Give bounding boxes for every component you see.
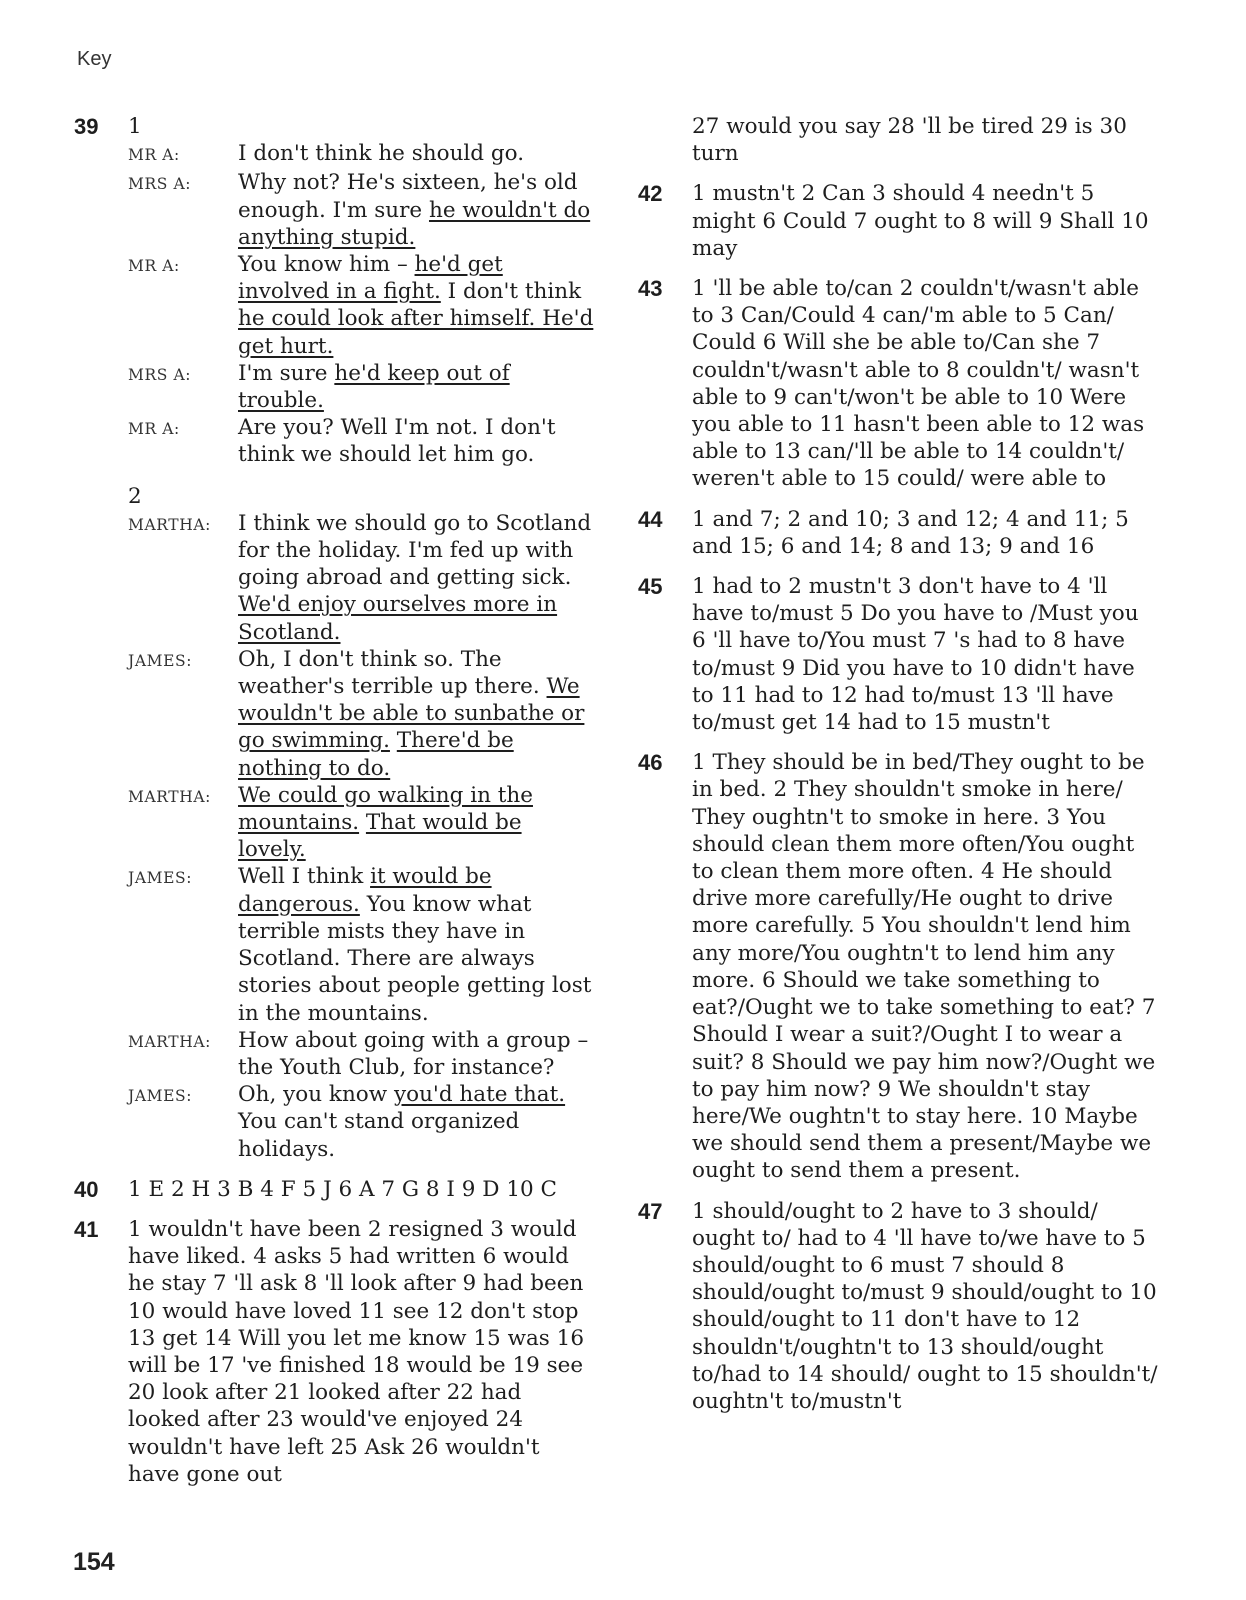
speaker-label: MRS A:: [128, 175, 192, 194]
speech-text: [238, 1027, 594, 1081]
speech-segment: How about going with a group – the Youth Club, for instance?: [238, 1027, 589, 1080]
speech-text: [238, 360, 594, 414]
speech-segment: You know what terrible mists they have in Scotland. There are always stories about people getting lost in the mountains.: [238, 891, 592, 1026]
dialogue-2-number: 2: [128, 483, 142, 509]
exercise-number: 42: [638, 181, 663, 207]
dialogue-line: [128, 782, 594, 864]
underlined-phrase: it would be dangerous.: [238, 864, 492, 917]
answers-text: 1 They should be in bed/They ought to be in bed. 2 They shouldn't smoke in here/ They oughtn't to smoke in here. 3 You should clean them more often/You ought to clean them more often. 4 He should drive more carefully/He ought to drive more carefully. 5 You shouldn't lend him any more/You oughtn't to lend him any more. 6 Should we take something to eat?/Ought we to take something to eat? 7 Should I wear a suit?/Ought I to wear a suit? 8 Should we pay him now?/Ought we to pay him now? 9 We shouldn't stay here/We oughtn't to stay here. 10 Maybe we should send them a present/Maybe we ought to send them a present.: [692, 750, 1156, 1184]
answers-text: 1 had to 2 mustn't 3 don't have to 4 'll have to/must 5 Do you have to /Must you 6 'll have to/You must 7 's had to 8 have to/must 9 Did you have to 10 didn't have to 11 had to 12 had to/must 13 'll have to/must get 14 had to 15 mustn't: [692, 574, 1139, 736]
speaker-label: MRS A:: [128, 365, 192, 384]
dialogue-1: [128, 140, 594, 468]
exercise-41: [74, 1216, 594, 1488]
speech-segment: Are you? Well I'm not. I don't think we should let him go.: [238, 415, 556, 468]
exercise-number: 45: [638, 574, 663, 600]
speech-segment: Why not? He's sixteen, he's old enough. I'm sure: [238, 170, 578, 223]
exercise-number: 44: [638, 506, 663, 532]
speech-text: [238, 782, 594, 864]
speech-text: [238, 140, 594, 169]
underlined-phrase: you'd hate that.: [393, 1082, 566, 1108]
exercise-number: 47: [638, 1198, 663, 1224]
dialogue-line: [128, 140, 594, 169]
dialogue-line: [128, 510, 594, 646]
speech-text: [238, 863, 594, 1026]
speech-segment: You know him –: [238, 252, 415, 278]
underlined-phrase: he'd keep out of trouble.: [238, 360, 510, 414]
speech-text: [238, 1081, 594, 1163]
underlined-phrase: We could go walking in the mountains.: [238, 782, 533, 836]
exercise-41-continued: [638, 113, 1158, 167]
speech-segment: [359, 810, 366, 835]
underlined-phrase: That would be lovely.: [238, 810, 522, 863]
speech-segment: Oh, you know: [238, 1082, 394, 1108]
speech-segment: I think we should go to Scotland for the holiday. I'm fed up with going abroad and getting sick.: [238, 510, 592, 591]
speech-text: [238, 251, 594, 360]
exercise-42: [638, 180, 1158, 262]
left-column: [74, 113, 594, 1488]
underlined-phrase: he wouldn't do anything stupid.: [238, 197, 591, 250]
speech-text: [238, 646, 594, 782]
speech-segment: I'm sure: [238, 360, 335, 386]
dialogue-2: [128, 510, 594, 1163]
exercise-47: [638, 1198, 1158, 1416]
exercise-number: 46: [638, 750, 663, 776]
dialogue-1-number: 1: [128, 114, 142, 139]
speech-text: [238, 414, 594, 468]
right-column: [638, 113, 1158, 1415]
answers-text: 1 wouldn't have been 2 resigned 3 would have liked. 4 asks 5 had written 6 would he stay 7 'll ask 8 'll look after 9 had been 10 would have loved 11 see 12 don't stop 13 get 14 Will you let me know 15 was 16 will be 17 've finished 18 would be 19 see 20 look after 21 looked after 22 had looked after 23 would've enjoyed 24 wouldn't have left 25 Ask 26 wouldn't have gone out: [128, 1216, 585, 1487]
page-number: 154: [73, 1548, 115, 1576]
dialogue-line: [128, 1027, 594, 1081]
answers-text: 1 and 7; 2 and 10; 3 and 12; 4 and 11; 5 and 15; 6 and 14; 8 and 13; 9 and 16: [692, 506, 1129, 559]
answers-text: 27 would you say 28 'll be tired 29 is 30 turn: [692, 114, 1127, 167]
speech-segment: I don't think: [440, 279, 582, 305]
underlined-phrase: he could look after himself. He'd get hurt.: [238, 306, 594, 359]
exercise-number: 39: [74, 114, 99, 139]
underlined-phrase: We wouldn't be able to sunbathe or go swimming.: [238, 674, 585, 754]
dialogue-line: [128, 1081, 594, 1163]
answers-text: 1 should/ought to 2 have to 3 should/ ought to/ had to 4 'll have to/we have to 5 should/ought to 6 must 7 should 8 should/ought to/must 9 should/ought to 10 should/ought to 11 don't have to 12 shouldn't/oughtn't to 13 should/ought to/had to 14 should/ ought to 15 shouldn't/ oughtn't to/mustn't: [692, 1198, 1158, 1414]
exercise-40: [74, 1176, 594, 1203]
exercise-number: 43: [638, 276, 663, 302]
underlined-phrase: We'd enjoy ourselves more in Scotland.: [238, 592, 558, 645]
dialogue-line: [128, 360, 594, 414]
speaker-label: JAMES:: [128, 1087, 193, 1106]
speaker-label: JAMES:: [128, 869, 193, 888]
speaker-label: MARTHA:: [128, 787, 211, 806]
underlined-phrase: he'd get involved in a fight.: [238, 252, 503, 305]
running-header: Key: [77, 48, 112, 70]
exercise-number: 40: [74, 1176, 99, 1202]
exercise-number: 41: [74, 1216, 99, 1242]
speech-segment: Well I think: [238, 864, 371, 890]
speech-segment: I don't think he should go.: [238, 141, 525, 167]
dialogue-line: [128, 169, 594, 251]
speech-segment: Oh, I don't think so. The weather's terrible up there.: [238, 646, 547, 700]
speaker-label: MARTHA:: [128, 1032, 211, 1051]
dialogue-line: [128, 414, 594, 468]
answers-text: 1 E 2 H 3 B 4 F 5 J 6 A 7 G 8 I 9 D 10 C: [128, 1176, 557, 1202]
speaker-label: MR A:: [128, 420, 180, 439]
speech-segment: You can't stand organized holidays.: [238, 1109, 520, 1162]
dialogue-line: [128, 646, 594, 782]
exercise-43: [638, 275, 1158, 493]
exercise-44: [638, 506, 1158, 560]
dialogue-line: [128, 863, 594, 1026]
speech-text: [238, 510, 594, 646]
answers-text: 1 'll be able to/can 2 couldn't/wasn't able to 3 Can/Could 4 can/'m able to 5 Can/ Could 6 Will she be able to/Can she 7 couldn't/wasn't able to 8 couldn't/ wasn't able to 9 can't/won't be able to 10 Were you able to 11 hasn't been able to 12 was able to 13 can/'ll be able to 14 couldn't/ weren't able to 15 could/ were able to: [692, 276, 1145, 492]
speaker-label: JAMES:: [128, 651, 193, 670]
exercise-46: [638, 749, 1158, 1184]
underlined-phrase: There'd be nothing to do.: [238, 728, 514, 781]
answers-text: 1 mustn't 2 Can 3 should 4 needn't 5 might 6 Could 7 ought to 8 will 9 Shall 10 may: [692, 181, 1149, 261]
exercise-39: [74, 113, 594, 1163]
speaker-label: MR A:: [128, 146, 180, 165]
dialogue-line: [128, 251, 594, 360]
speaker-label: MR A:: [128, 257, 180, 276]
speech-text: [238, 169, 594, 251]
exercise-45: [638, 573, 1158, 736]
speaker-label: MARTHA:: [128, 515, 211, 534]
speech-segment: [390, 728, 397, 753]
